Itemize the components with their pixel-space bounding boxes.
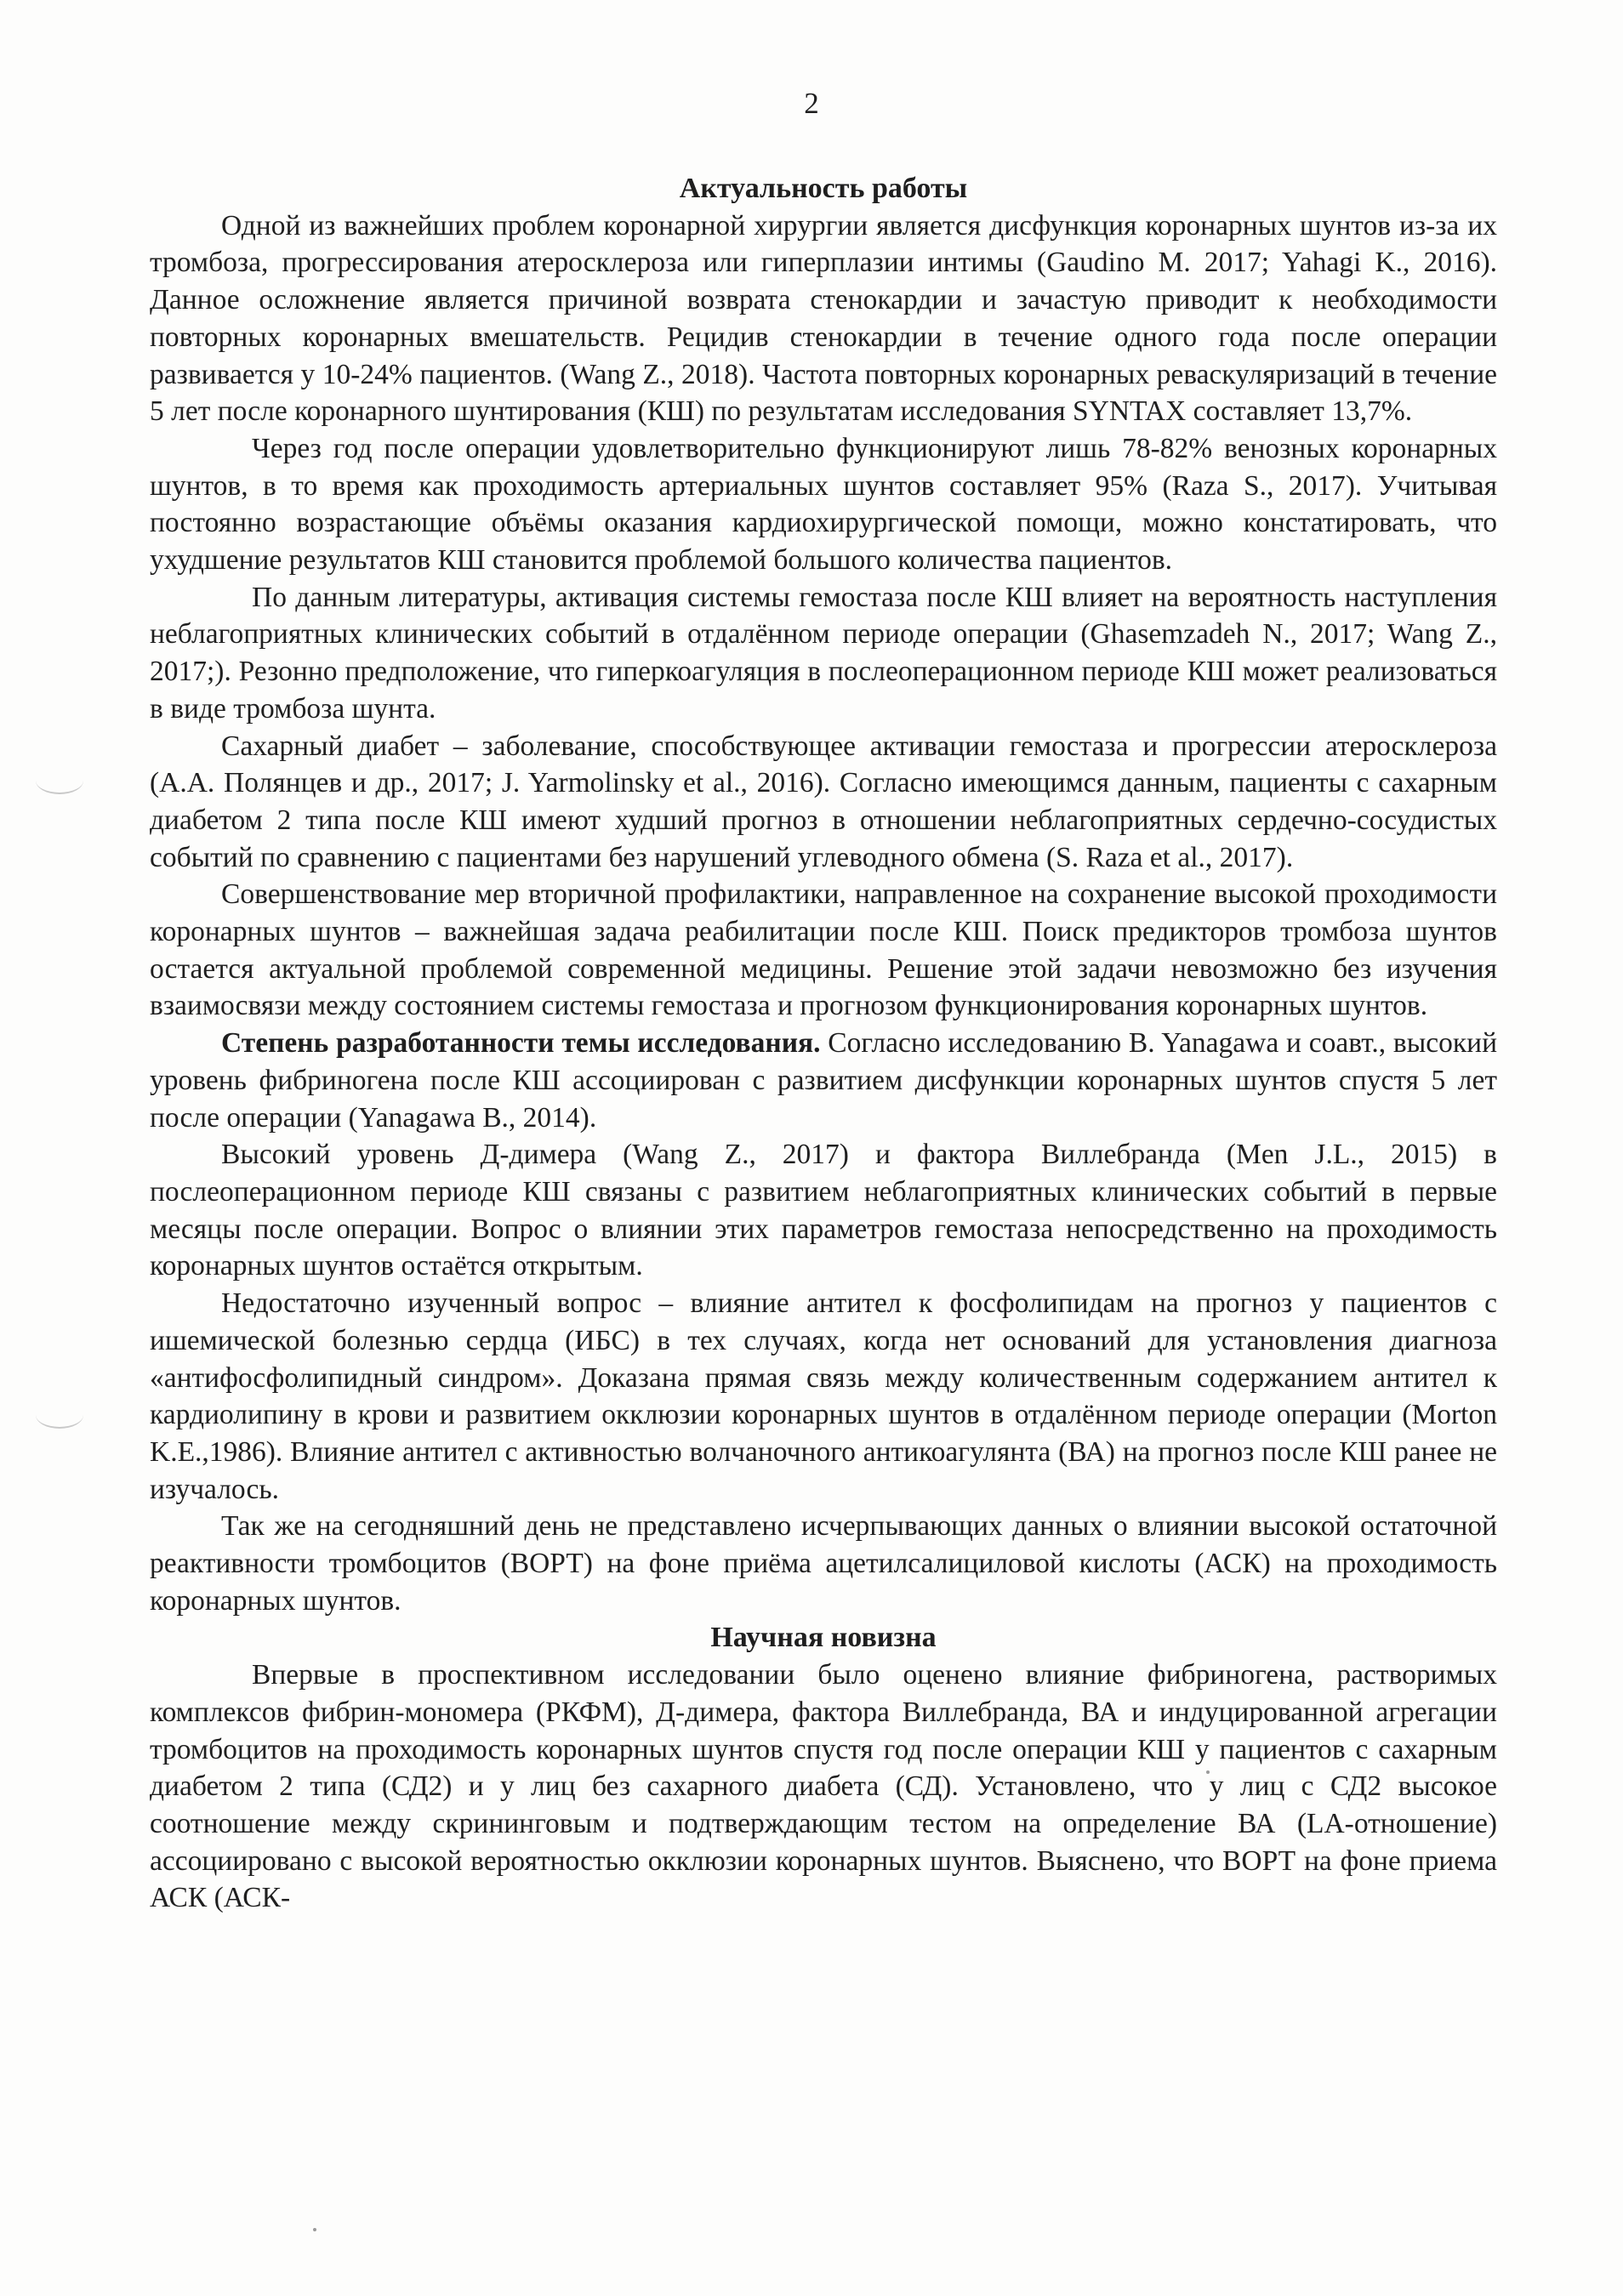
- paragraph: Высокий уровень Д-димера (Wang Z., 2017) и фактора Виллебранда (Men J.L., 2015) в послеоперационном периоде КШ связаны с развитием неблагоприятных клинических событий в первые месяцы после операции. Вопрос о влиянии этих параметров гемостаза непосредственно на проходимость коронарных шунтов остаётся открытым.: [150, 1139, 1497, 1282]
- paragraph: Так же на сегодняшний день не представлено исчерпывающих данных о влиянии высокой остаточной реактивности тромбоцитов (ВОРТ) на фоне приёма ацетилсалициловой кислоты (АСК) на проходимость коронарных шунтов.: [150, 1510, 1497, 1617]
- paragraph: По данным литературы, активация системы гемостаза после КШ влияет на вероятность наступления неблагоприятных клинических событий в отдалённом периоде операции (Ghasemzadeh N., 2017; Wang Z., 2017;). Резонно предположение, что гиперкоагуляция в послеоперационном периоде КШ может реализоваться в виде тромбоза шунта.: [150, 581, 1497, 725]
- punch-hole-mark: [36, 1401, 83, 1429]
- lead-in-bold: Степень разработанности темы исследования.: [221, 1027, 821, 1060]
- paragraph-development-degree: [150, 1025, 1497, 1136]
- section-heading-novelty: Научная новизна: [710, 1622, 937, 1654]
- lead-in-text: Согласно исследованию B. Yanagawa и соавт., высокий уровень фибриногена после КШ ассоциирован с развитием дисфункции коронарных шунтов спустя 5 лет после операции (Yanagawa B., 2014).: [150, 1027, 1497, 1134]
- document-body: [150, 170, 1497, 1917]
- paragraph: Совершенствование мер вторичной профилактики, направленное на сохранение высокой проходимости коронарных шунтов – важнейшая задача реабилитации после КШ. Поиск предикторов тромбоза шунтов остается актуальной проблемой современной медицины. Решение этой задачи невозможно без изучения взаимосвязи между состоянием системы гемостаза и прогнозом функционирования коронарных шунтов.: [150, 878, 1497, 1022]
- paragraph: Недостаточно изученный вопрос – влияние антител к фосфолипидам на прогноз у пациентов с ишемической болезнью сердца (ИБС) в тех случаях, когда нет оснований для установления диагноза «антифосфолипидный синдром». Доказана прямая связь между количественным содержанием антител к кардиолипину в крови и развитием окклюзии коронарных шунтов в отдалённом периоде операции (Morton K.E.,1986). Влияние антител с активностью волчаночного антикоагулянта (ВА) на прогноз после КШ ранее не изучалось.: [150, 1287, 1497, 1505]
- punch-hole-mark: [36, 767, 83, 794]
- scan-speck: [313, 2228, 316, 2231]
- paragraph: Через год после операции удовлетворительно функционируют лишь 78-82% венозных коронарных шунтов, в то время как проходимость артериальных шунтов составляет 95% (Raza S., 2017). Учитывая постоянно возрастающие объёмы оказания кардиохирургической помощи, можно констатировать, что ухудшение результатов КШ становится проблемой большого количества пациентов.: [150, 432, 1497, 577]
- page-number: 2: [804, 87, 819, 120]
- paragraph: Впервые в проспективном исследовании было оценено влияние фибриногена, растворимых комплексов фибрин-мономера (РКФМ), Д-димера, фактора Виллебранда, ВА и индуцированной агрегации тромбоцитов на проходимость коронарных шунтов спустя год после операции КШ у пациентов с сахарным диабетом 2 типа (СД2) и у лиц без сахарного диабета (СД). Установлено, что у лиц с СД2 высокое соотношение между скрининговым и подтверждающим тестом на определение ВА (LA-отношение) ассоциировано с высокой вероятностью окклюзии коронарных шунтов. Выяснено, что ВОРТ на фоне приема АСК (АСК-: [150, 1659, 1497, 1914]
- section-heading-relevance: Актуальность работы: [679, 173, 968, 204]
- paragraph: Сахарный диабет – заболевание, способствующее активации гемостаза и прогрессии атеросклероза (А.А. Полянцев и др., 2017; J. Yarmolinsky et al., 2016). Согласно имеющимся данным, пациенты с сахарным диабетом 2 типа после КШ имеют худший прогноз в отношении неблагоприятных сердечно-сосудистых событий по сравнению с пациентами без нарушений углеводного обмена (S. Raza et al., 2017).: [150, 730, 1497, 873]
- paragraph: Одной из важнейших проблем коронарной хирургии является дисфункция коронарных шунтов из-за их тромбоза, прогрессирования атеросклероза или гиперплазии интимы (Gaudino M. 2017; Yahagi K., 2016). Данное осложнение является причиной возврата стенокардии и зачастую приводит к необходимости повторных коронарных вмешательств. Рецидив стенокардии в течение одного года после операции развивается у 10-24% пациентов. (Wang Z., 2018). Частота повторных коронарных реваскуляризаций в течение 5 лет после коронарного шунтирования (КШ) по результатам исследования SYNTAX составляет 13,7%.: [150, 209, 1497, 428]
